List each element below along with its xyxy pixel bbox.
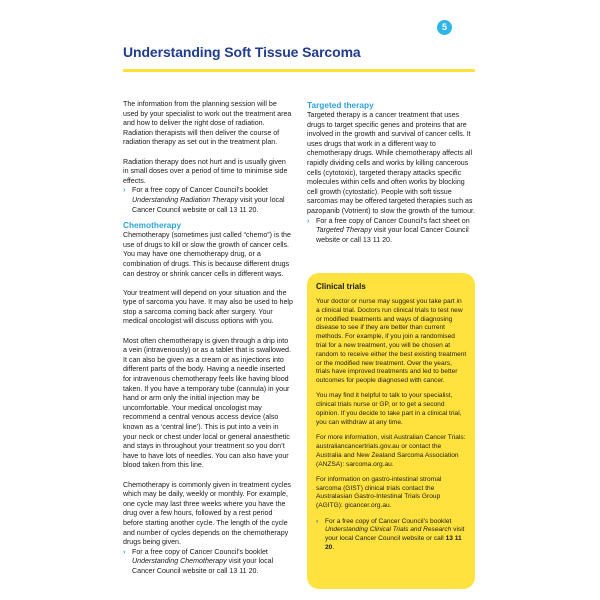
- bullet-text-post: visit your local Cancer Council website or call 13 11 20.: [132, 195, 285, 214]
- bullet-arrow-icon: ›: [316, 517, 319, 525]
- clinical-trials-paragraph-4: For information on gastro-intestinal stromal sarcoma (GIST) clinical trials contact the Australasian Gastro-Intestinal Trials Group (AGITG): gicancer.org.au.: [316, 475, 442, 510]
- chemotherapy-paragraph-3: Most often chemotherapy is given through a drip into a vein (intravenously) or as a tablet that is swallowed. It can also be given as a cream or as injections into different parts of the body. Having a needle inserted for intravenous chemotherapy feels like having blood taken. If you have a temporary tube (cannula) in your hand or arm only the initial injection may be uncomfortable. Your medical oncologist may recommend a central venous access device (also known as a ‘central line’). This is put into a vein in your neck or chest under local or general anaesthetic and stays in throughout your treatment so you don’t have to have lots of needles. You can also have your blood taken from this line.: [123, 336, 291, 470]
- bullet-text-pre: For a free copy of Cancer Council’s booklet: [325, 517, 452, 525]
- chemotherapy-paragraph-4: Chemotherapy is commonly given in treatment cycles which may be daily, weekly or monthly. For example, one cycle may last three weeks where you have the drug over a few hours, followed by a rest period before starting another cycle. The length of the cycle and number of cycles depends on the chemotherapy drugs being given.: [123, 480, 291, 547]
- chemotherapy-heading: Chemotherapy: [123, 220, 182, 231]
- bullet-arrow-icon: ›: [123, 186, 126, 195]
- booklet-title: Understanding Clinical Trials and Research: [325, 526, 452, 534]
- targeted-therapy-paragraph: Targeted therapy is a cancer treatment that uses drugs to target specific genes and proteins that are involved in the growth and survival of cancer cells. It uses drugs that work in a different way to chemotherapy drugs. While chemotherapy affects all rapidly dividing cells and works by killing cancerous cells (cytotoxic), targeted therapy attacks specific molecules within cells and often works by blocking cell growth (cytostatic). People with soft tissue sarcomas may be offered targeted therapies such as pazopanib (Votrient) to slow the growth of the tumour.: [307, 111, 475, 215]
- left-column: [123, 100, 293, 577]
- clinical-trials-box: [307, 273, 475, 589]
- factsheet-title: Targeted Therapy: [316, 226, 372, 235]
- booklet-title: Understanding Radiation Therapy: [132, 195, 239, 204]
- bullet-text-pre: For a free copy of Cancer Council’s fact sheet on: [316, 216, 470, 225]
- clinical-trials-paragraph-3: For more information, visit Australian Cancer Trials: australiancancertrials.gov.au or contact the Australia and New Zealand Sarcoma Association (ANZSA): sarcoma.org.au.: [316, 434, 466, 468]
- booklet-title: Understanding Chemotherapy: [132, 557, 227, 566]
- bullet-text-pre: For a free copy of Cancer Council’s booklet: [132, 547, 268, 556]
- page-title: Understanding Soft Tissue Sarcoma: [123, 44, 361, 60]
- radiation-booklet-bullet: [123, 186, 293, 215]
- radiation-paragraph-2: Radiation therapy does not hurt and is usually given in small doses over a period of time to minimise side effects.: [123, 157, 288, 185]
- phone-number: 13 11 20: [325, 535, 462, 551]
- bullet-arrow-icon: ›: [123, 547, 126, 556]
- radiation-paragraph-1: The information from the planning session will be used by your specialist to work out the treatment area and how to deliver the right dose of radiation. Radiation therapists will then deliver the course of radiation therapy as set out in the treatment plan.: [123, 100, 292, 147]
- clinical-trials-booklet-bullet: [316, 518, 467, 553]
- clinical-trials-heading: Clinical trials: [316, 282, 366, 291]
- bullet-text-post: visit your local Cancer Council website or call 13 11 20.: [316, 226, 469, 244]
- targeted-therapy-heading: Targeted therapy: [307, 100, 374, 110]
- chemotherapy-paragraph-2: Your treatment will depend on your situation and the type of sarcoma you have. It may also be used to help stop a sarcoma coming back after surgery. Your medical oncologist will discuss options with you.: [123, 288, 293, 326]
- bullet-text-end: .: [332, 543, 335, 551]
- page-number-badge: 5: [437, 20, 452, 35]
- title-underline: [123, 69, 475, 72]
- clinical-trials-paragraph-2: You may find it helpful to talk to your specialist, clinical trials nurse or GP, or to get a second opinion. If you decide to take part in a clinical trial, you can withdraw at any time.: [316, 392, 462, 426]
- chemotherapy-booklet-bullet: [123, 548, 293, 577]
- bullet-text-pre: For a free copy of Cancer Council’s booklet: [132, 186, 268, 195]
- chemotherapy-paragraph-1: Chemotherapy (sometimes just called “chemo”) is the use of drugs to kill or slow the growth of cancer cells. You may have one chemotherapy drug, or a combination of drugs. This is because different drugs can destroy or shrink cancer cells in different ways.: [123, 231, 291, 278]
- clinical-trials-paragraph-1: Your doctor or nurse may suggest you take part in a clinical trial. Doctors run clinical trials to test new or modified treatments and ways of diagnosing disease to see if they are better than current methods. For example, if you join a randomised trial for a new treatment, you will be chosen at random to receive either the best existing treatment or the modified new treatment. Over the years, trials have improved treatments and led to better outcomes for people diagnosed with cancer.: [316, 298, 467, 385]
- right-column: [307, 100, 475, 245]
- targeted-therapy-factsheet-bullet: [307, 217, 475, 246]
- bullet-arrow-icon: ›: [307, 216, 310, 225]
- bullet-text-post: visit your local Cancer Council website or call 13 11 20.: [132, 557, 274, 575]
- bullet-text-post: visit your local Cancer Council website or call: [325, 526, 465, 543]
